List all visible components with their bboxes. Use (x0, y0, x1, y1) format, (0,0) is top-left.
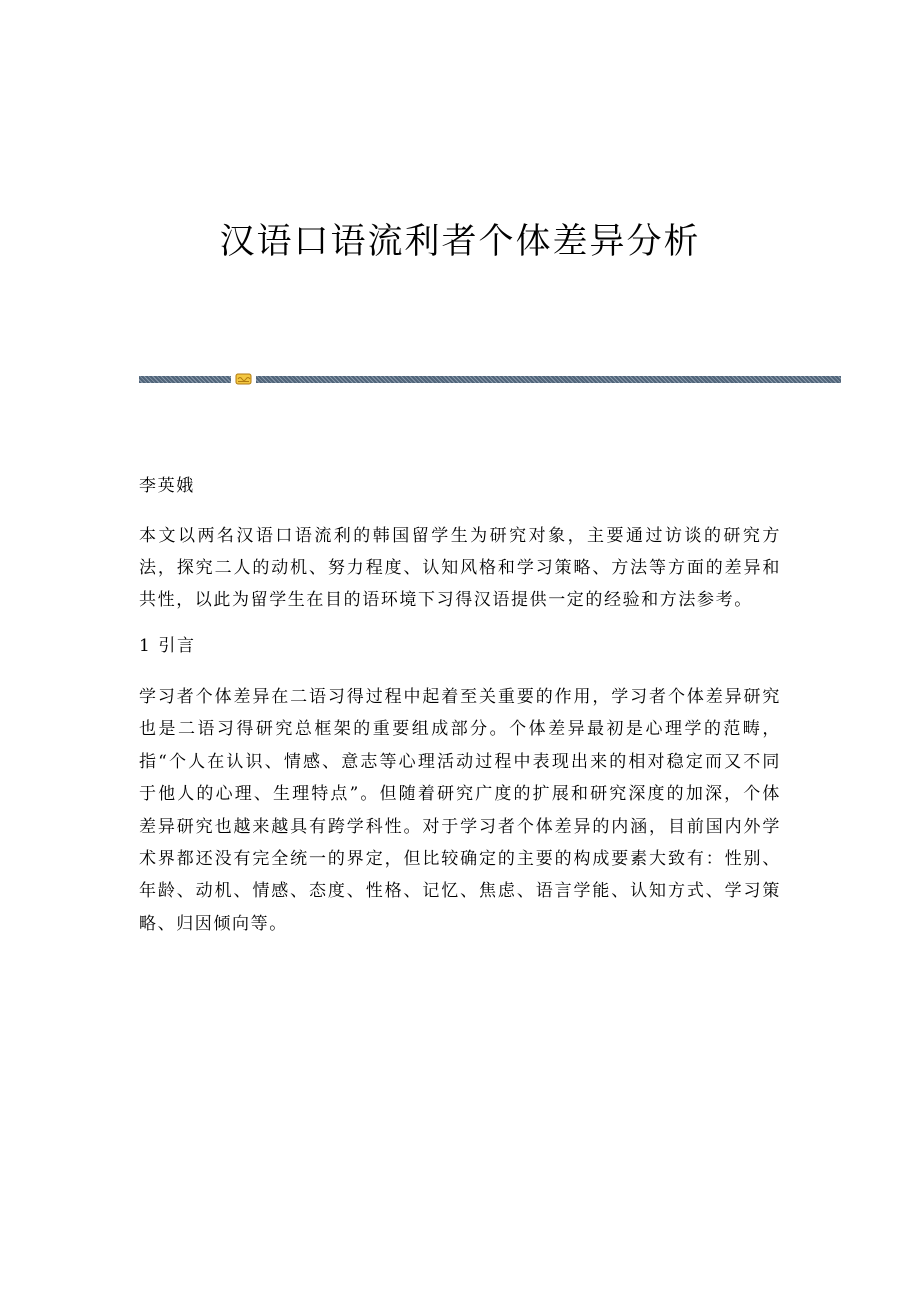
divider-bar-left (139, 376, 231, 383)
section-heading: 1 引言 (139, 636, 196, 656)
document-body (139, 470, 781, 940)
divider-ornament-icon (235, 373, 252, 385)
document-title: 汉语口语流利者个体差异分析 (219, 222, 701, 262)
abstract-paragraph: 本文以两名汉语口语流利的韩国留学生为研究对象，主要通过访谈的研究方法，探究二人的动机、努力程度、认知风格和学习策略、方法等方面的差异和共性，以此为留学生在目的语环境下习得汉语提供一定的经验和方法参考。 (139, 526, 781, 610)
author-name: 李英娥 (139, 476, 195, 496)
title-divider (139, 373, 841, 385)
divider-bar-right (256, 376, 841, 383)
section-body-paragraph: 学习者个体差异在二语习得过程中起着至关重要的作用，学习者个体差异研究也是二语习得研究总框架的重要组成部分。个体差异最初是心理学的范畴，指“个人在认识、情感、意志等心理活动过程中表现出来的相对稳定而又不同于他人的心理、生理特点”。但随着研究广度的扩展和研究深度的加深，个体差异研究也越来越具有跨学科性。对于学习者个体差异的内涵，目前国内外学术界都还没有完全统一的界定，但比较确定的主要的构成要素大致有：性别、年龄、动机、情感、态度、性格、记忆、焦虑、语言学能、认知方式、学习策略、归因倾向等。 (139, 687, 781, 934)
